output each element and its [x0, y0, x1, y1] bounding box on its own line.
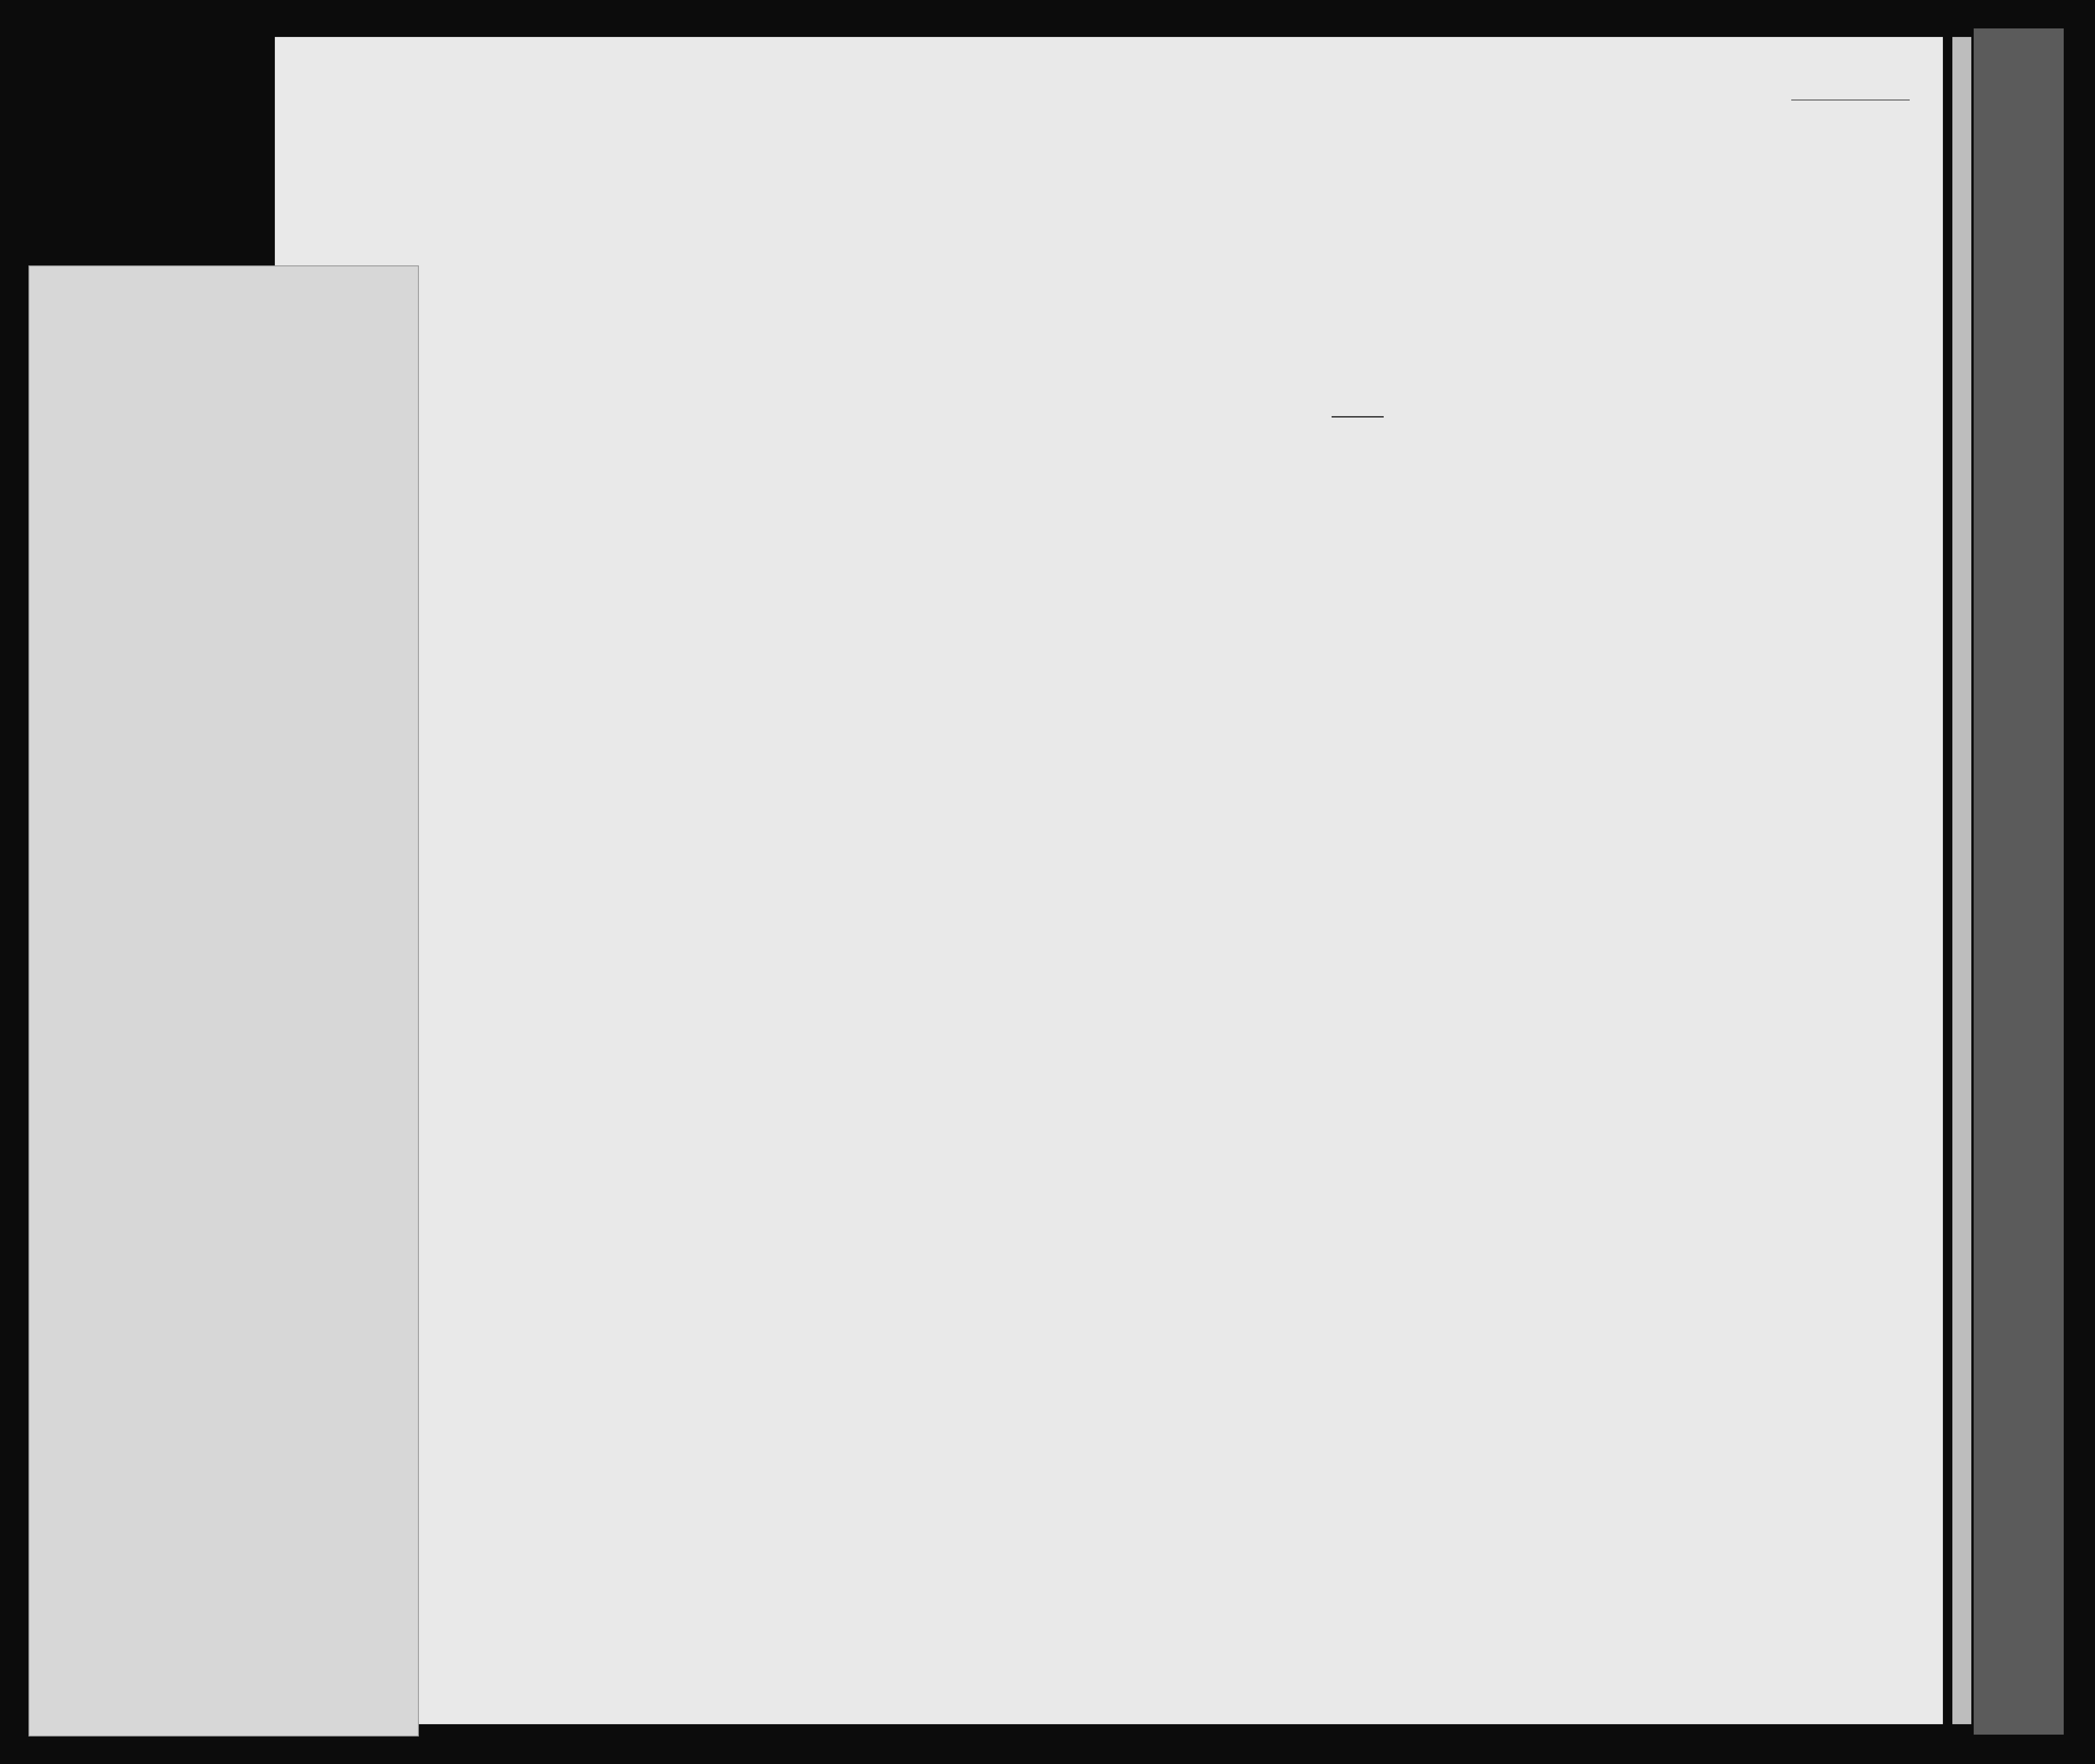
manifest-grid [412, 274, 1919, 1563]
page-edge [1952, 37, 1971, 1724]
manifest-document [275, 37, 1943, 1724]
year-underline [1332, 416, 1384, 418]
discharged-seamen-card [28, 265, 419, 1737]
card-content [29, 266, 418, 1736]
scanner-frame [1974, 28, 2064, 1735]
